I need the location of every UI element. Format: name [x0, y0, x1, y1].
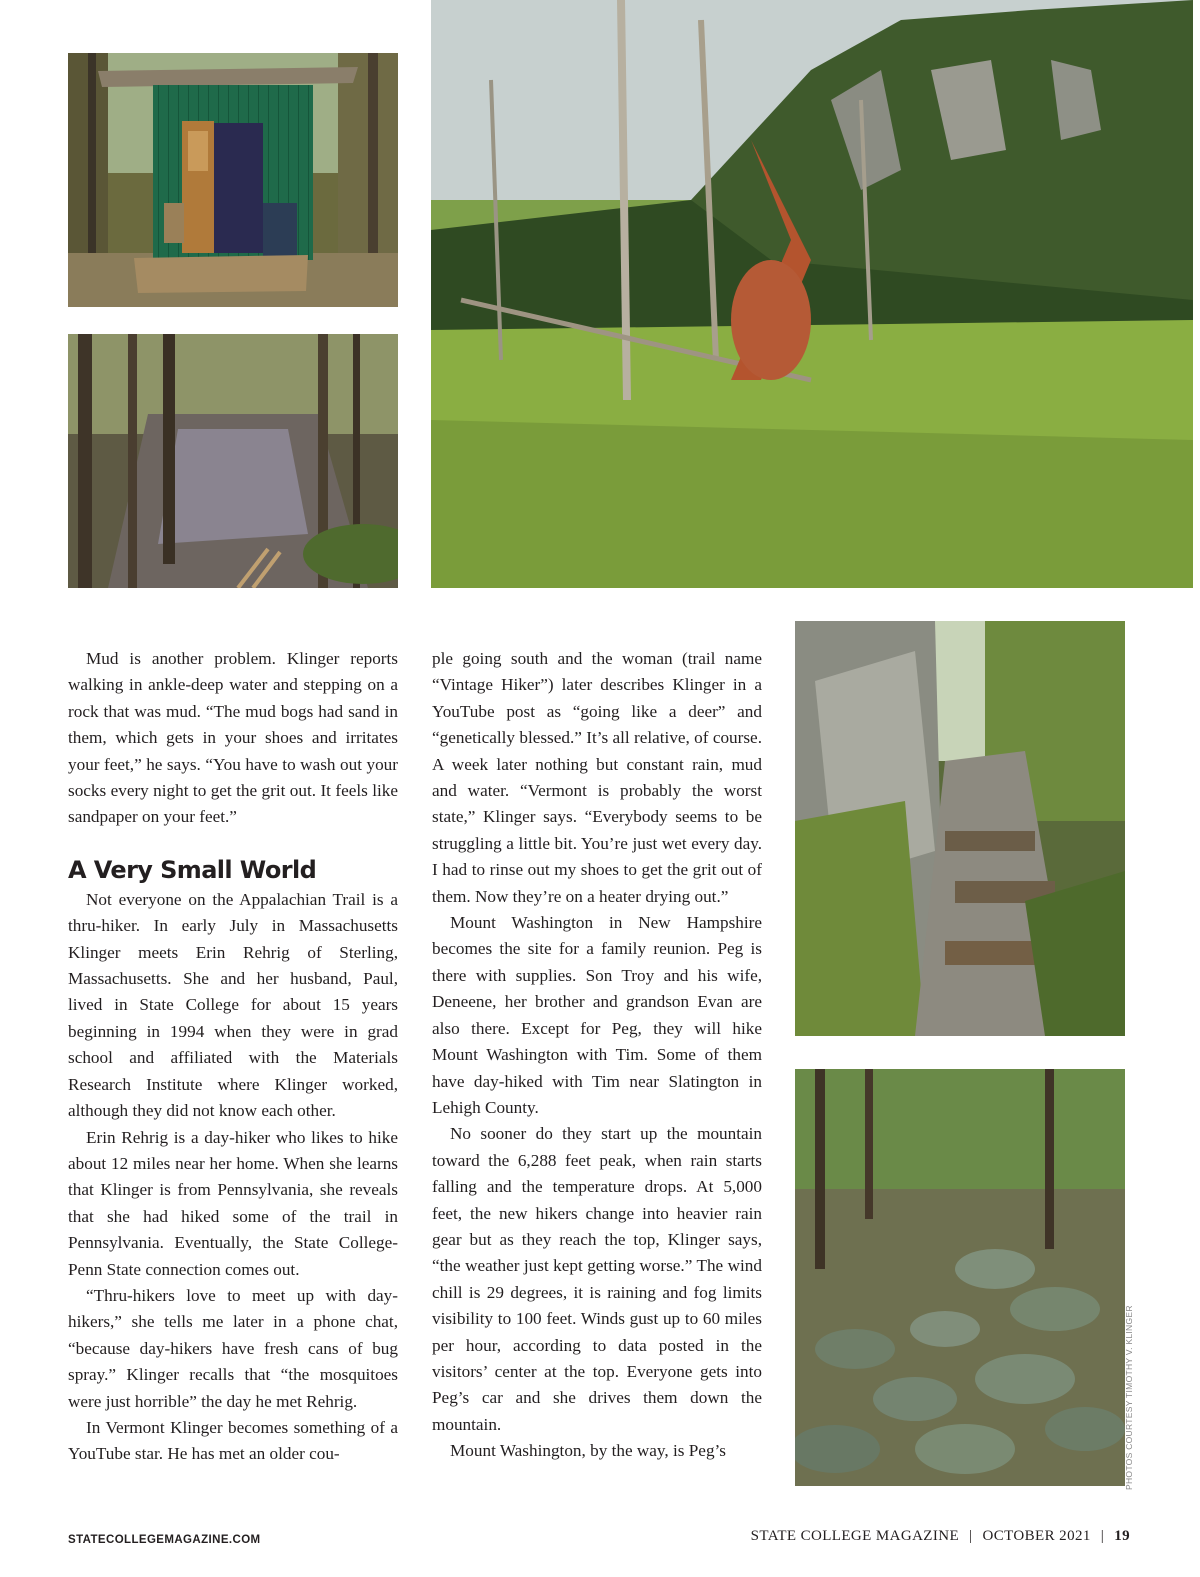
article-column-1 [68, 646, 398, 1468]
paragraph-thru-hikers: “Thru-hikers love to meet up with day-hikers,” she tells me later in a phone chat, “because day-hikers have fresh cans of bug spray.” Klinger recalls that “the mosquitoes were just horrible” the day he met Rehrig. [68, 1285, 398, 1411]
footer-separator: | [1100, 1528, 1105, 1544]
footer-folio [751, 1528, 1130, 1545]
article-column-2 [432, 646, 762, 1465]
footer-magazine: STATE COLLEGE MAGAZINE [750, 1528, 960, 1544]
paragraph-pegs: Mount Washington, by the way, is Peg’s [450, 1441, 726, 1461]
paragraph-not-everyone: Not everyone on the Appalachian Trail is a thru-hiker. In early July in Massachusetts Klinger meets Erin Rehrig of Sterling, Massachusetts. She and her husband, Paul, lived in State College for about 15 years beginning in 1994 when they were in grad school and affiliated with the Materials Research Institute where Klinger worked, although they did not know each other. [68, 889, 398, 1121]
footer-website: STATECOLLEGEMAGAZINE.COM [68, 1534, 261, 1546]
paragraph-rain-starts: No sooner do they start up the mountain toward the 6,288 feet peak, when rain starts falling and the temperature drops. At 5,000 feet, the new hikers change into heavier rain gear but as they reach the top, Klinger says, “the weather just kept getting worse.” The wind chill is 29 degrees, it is raining and fog limits visibility to 100 feet. Winds gust up to 60 miles per hour, according to data posted in the visitors’ center at the top. Everyone gets into Peg’s car and she drives them down the mountain. [432, 1124, 762, 1434]
footer-separator: | [969, 1528, 973, 1544]
paragraph-mount-washington: Mount Washington in New Hampshire becomes the site for a family reunion. Peg is there with supplies. Son Troy and his wife, Deneene, her brother and grandson Evan are also there. Except for Peg, they will hike Mount Washington with Tim. Some of them have day-hiked with Tim near Slatington in Lehigh County. [432, 913, 762, 1117]
section-heading: A Very Small World [68, 855, 317, 884]
muddy-trail-photo [68, 334, 398, 588]
alpine-meadow-photo [431, 0, 1193, 588]
paragraph-mud: Mud is another problem. Klinger reports walking in ankle-deep water and stepping on a rock that was mud. “The mud bogs had sand in them, which gets in your shoes and irritates your feet,” he says. “You have to wash out your socks every night to get the grit out. It feels like sandpaper on your feet.” [68, 649, 398, 827]
photo-credit: PHOTOS COURTESY TIMOTHY V. KLINGER [1124, 1305, 1134, 1490]
boulder-trail-photo [795, 1069, 1125, 1486]
footer-issue: OCTOBER 2021 [982, 1528, 1091, 1544]
page-number: 19 [1114, 1528, 1130, 1544]
paragraph-continued: ple going south and the woman (trail name “Vintage Hiker”) later describes Klinger in a YouTube post as “going like a deer” and “genetically blessed.” It’s all relative, of course. A week later nothing but constant rain, mud and water. “Vermont is probably the worst state,” Klinger says. “Everybody seems to be struggling a little bit. You’re just wet every day. I had to rinse out my shoes to get the grit out of them. Now they’re on a heater drying out.” [432, 649, 762, 906]
paragraph-erin-rehrig: Erin Rehrig is a day-hiker who likes to hike about 12 miles near her home. When she learns that Klinger is from Pennsylvania, she reveals that she had hiked some of the trail in Pennsylvania. Eventually, the State College-Penn State connection comes out. [68, 1127, 398, 1279]
privy-shelter-photo [68, 53, 398, 307]
rocky-steps-photo [795, 621, 1125, 1036]
paragraph-vermont: In Vermont Klinger becomes something of a YouTube star. He has met an older cou- [68, 1417, 398, 1464]
